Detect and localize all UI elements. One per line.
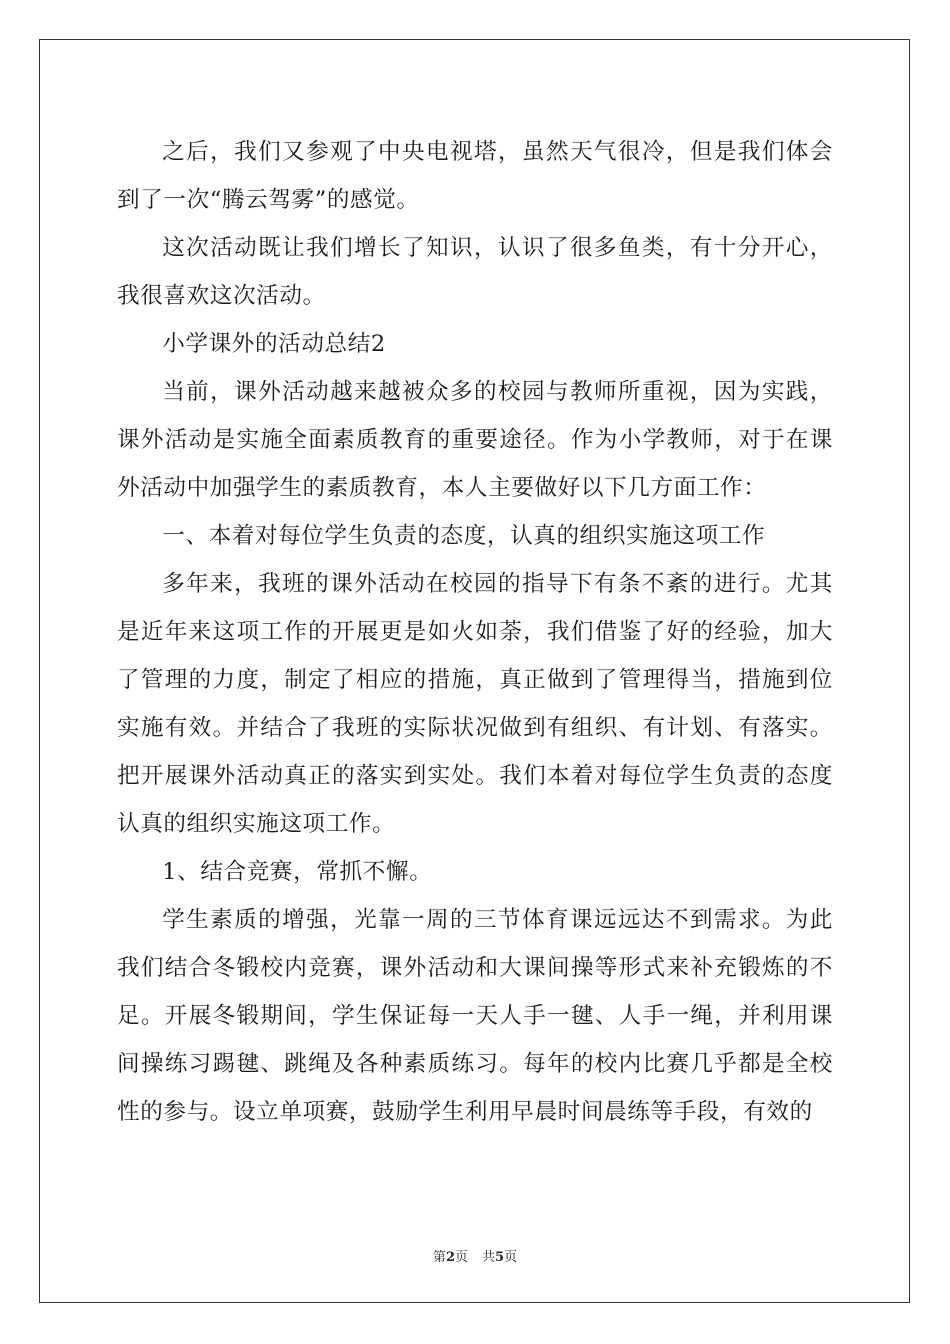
page-footer — [0, 1246, 950, 1265]
total-pages-number: 5 — [495, 1250, 505, 1265]
total-prefix: 共 — [482, 1250, 496, 1265]
paragraph: 多年来，我班的课外活动在校园的指导下有条不紊的进行。尤其是近年来这项工作的开展更是如火如荼，我们借鉴了好的经验，加大了管理的力度，制定了相应的措施，真正做到了管理得当，措施到位实施有效。并结合了我班的实际状况做到有组织、有计划、有落实。把开展课外活动真正的落实到实处。我们本着对每位学生负责的态度认真的组织实施这项工作。 — [117, 571, 833, 837]
total-suffix: 页 — [504, 1250, 518, 1265]
paragraph: 这次活动既让我们增长了知识，认识了很多鱼类，有十分开心，我很喜欢这次活动。 — [117, 235, 833, 309]
paragraph: 学生素质的增强，光靠一周的三节体育课远远达不到需求。为此我们结合冬锻校内竞赛，课外活动和大课间操等形式来补充锻炼的不足。开展冬锻期间，学生保证每一天人手一毽、人手一绳，并利用课间操练习踢毽、跳绳及各种素质练习。每年的校内比赛几乎都是全校性的参与。设立单项赛，鼓励学生利用早晨时间晨练等手段，有效的 — [117, 907, 833, 1125]
page-suffix: 页 — [454, 1250, 468, 1265]
list-item-heading: 1、结合竞赛，常抓不懈。 — [162, 859, 433, 885]
document-body — [117, 128, 833, 1136]
paragraph: 之后，我们又参观了中央电视塔，虽然天气很冷，但是我们体会到了一次“腾云驾雾”的感觉。 — [117, 139, 833, 213]
subsection-heading: 一、本着对每位学生负责的态度，认真的组织实施这项工作 — [162, 523, 766, 549]
current-page-number: 2 — [445, 1250, 455, 1265]
page-prefix: 第 — [432, 1250, 446, 1265]
section-title: 小学课外的活动总结2 — [162, 331, 386, 357]
paragraph: 当前，课外活动越来越被众多的校园与教师所重视，因为实践，课外活动是实施全面素质教育的重要途径。作为小学教师，对于在课外活动中加强学生的素质教育，本人主要做好以下几方面工作： — [117, 379, 833, 501]
